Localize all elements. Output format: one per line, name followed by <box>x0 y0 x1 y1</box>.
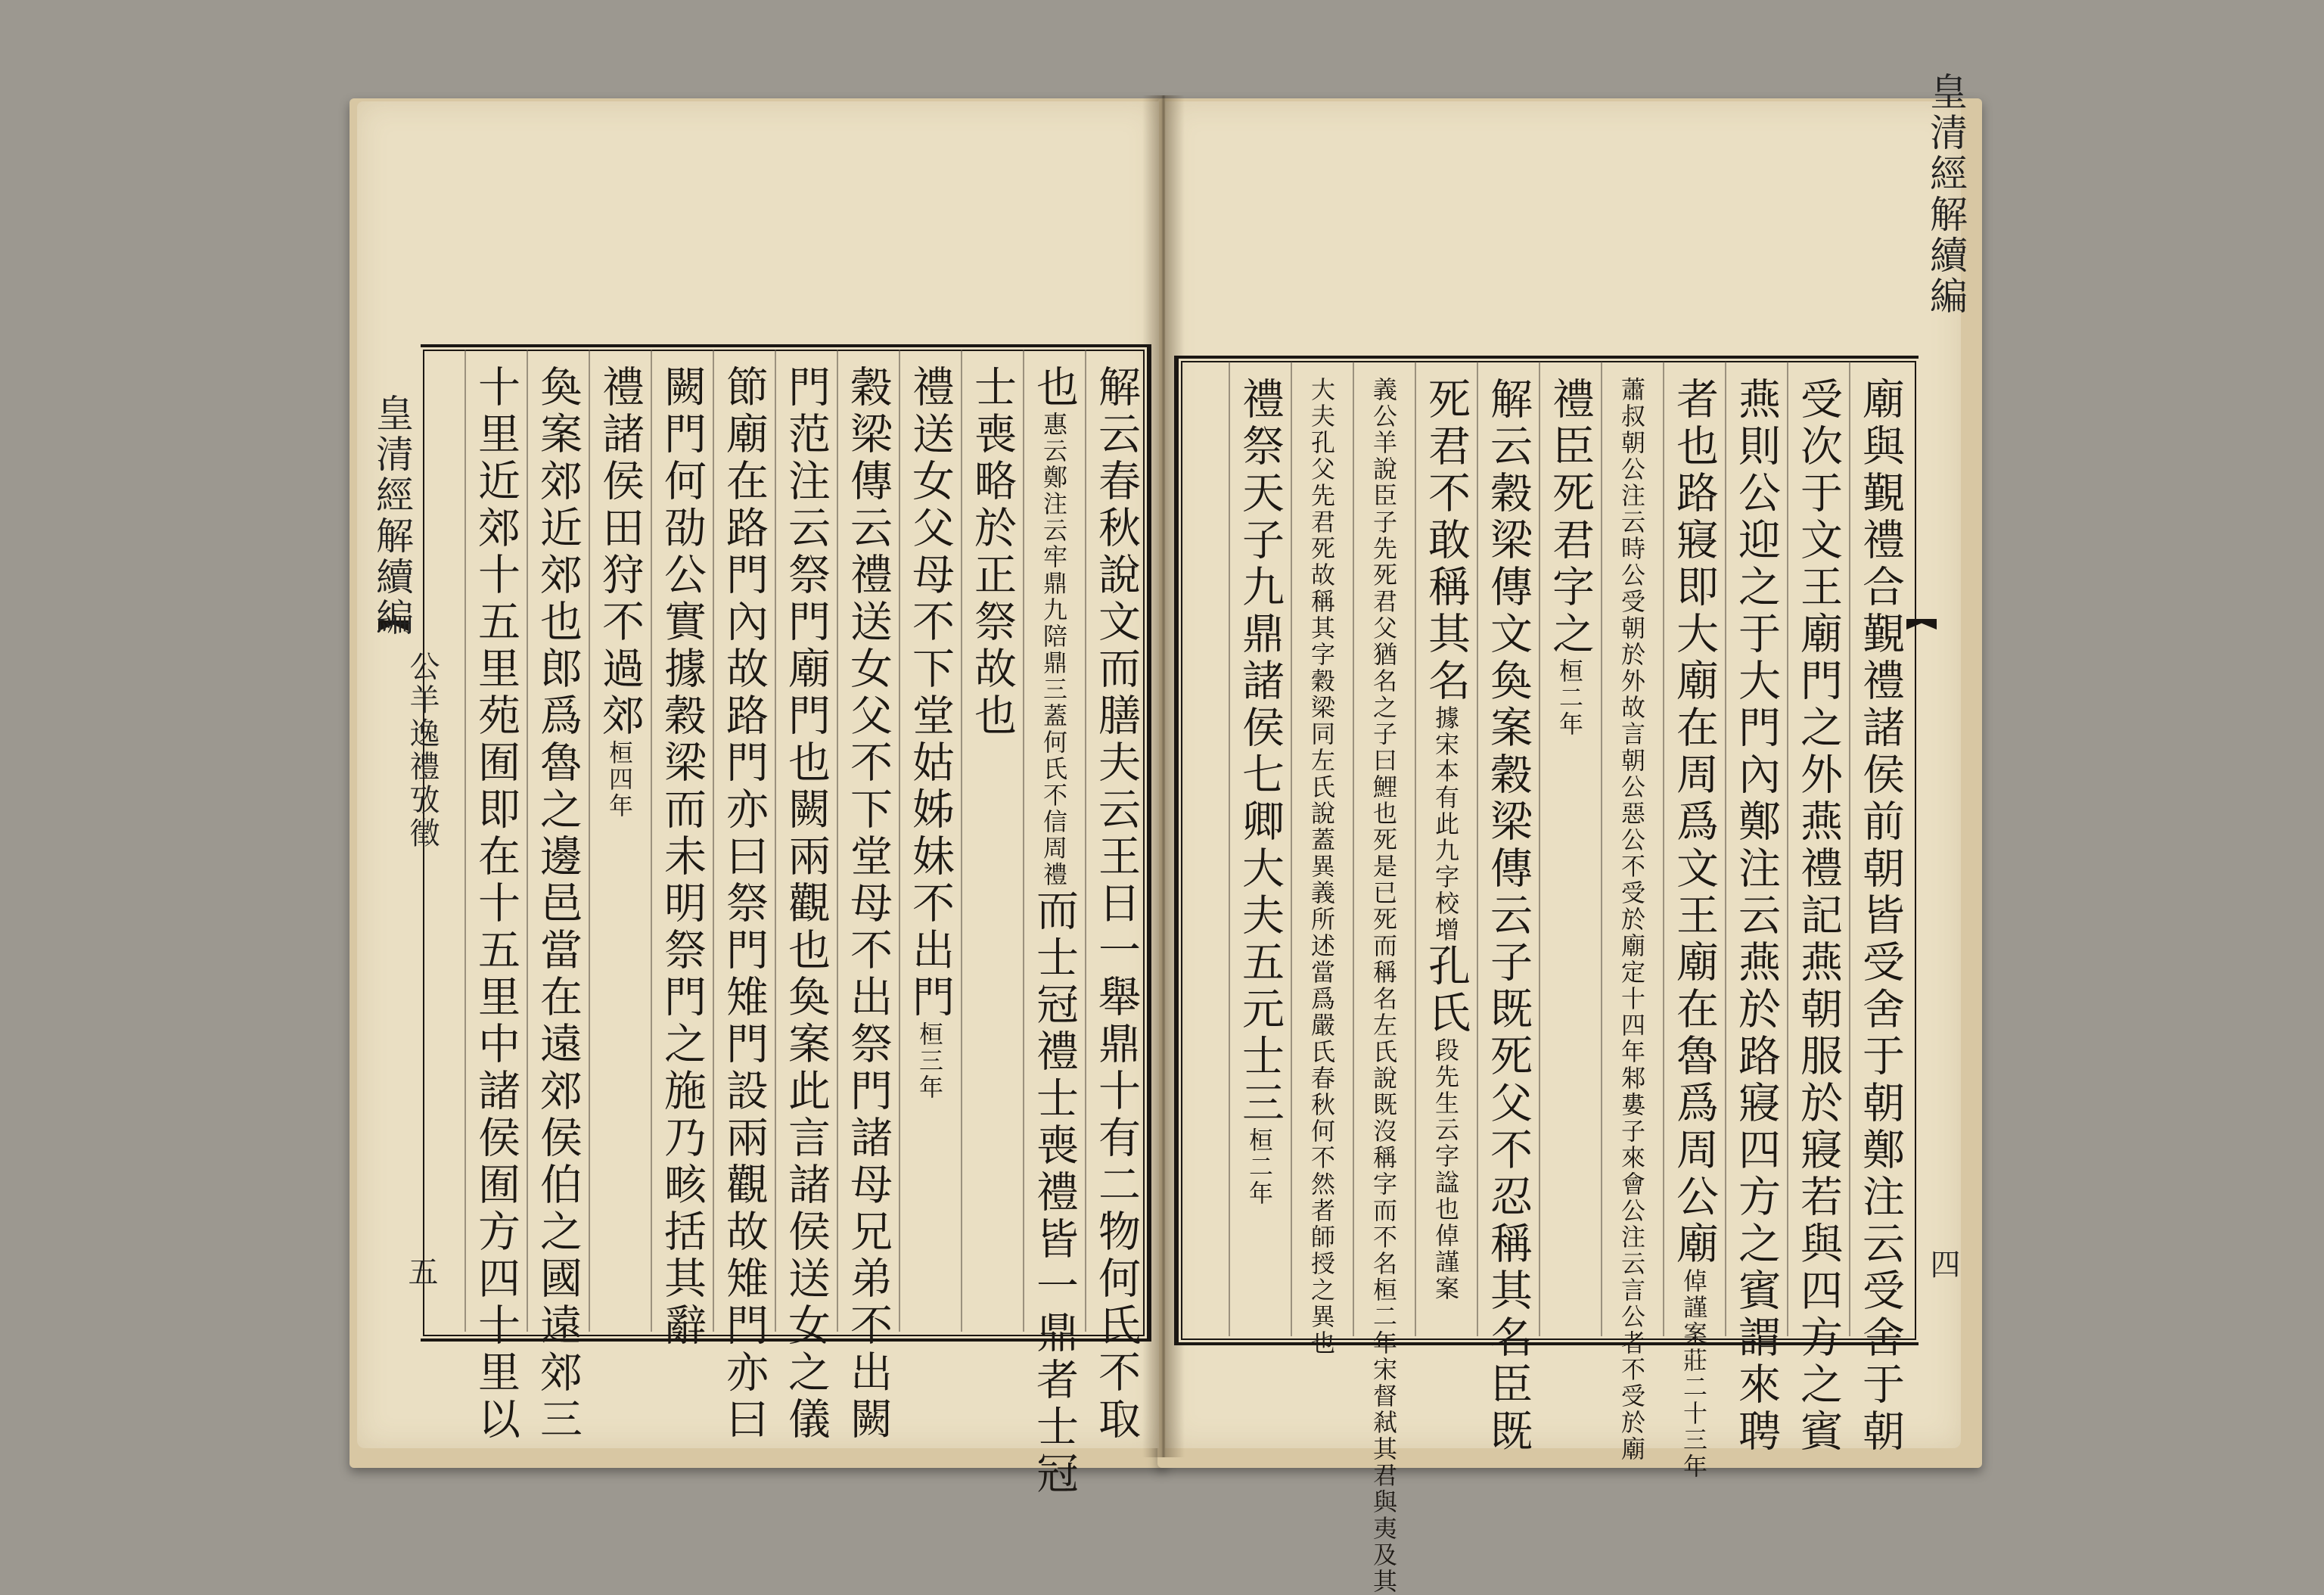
left-margin-subtitle: 公羊逸禮攷徵 <box>405 651 440 850</box>
left-column-text: 禮送女父母不下堂姑姊妹不出門 <box>906 365 955 1021</box>
left-column-text: 穀梁傳云禮送女父不下堂母不出祭門諸母兄弟不出闕 <box>844 365 893 1444</box>
right-column-rule <box>1229 362 1230 1336</box>
right-column-rule <box>1477 362 1478 1336</box>
right-column-annotation: 義公羊說臣子先死君父猶名之子曰鯉也死是已死而稱名左氏說既沒稱字而不名桓二年宋督弒其君與夷及其 <box>1369 377 1398 1595</box>
left-column-text: 門范注云祭門廟門也闕兩觀也奐案此言諸侯送女之儀 <box>781 365 831 1444</box>
right-column-text: 受次于文王廟門之外燕禮記燕朝服於寢若與四方之賓 <box>1794 377 1843 1456</box>
left-column-text: 十里近郊十五里苑囿即在十五里中諸侯囿方四十里以 <box>471 365 520 1444</box>
left-column-text: 節廟在路門內故路門亦曰祭門雉門設兩觀故雉門亦曰 <box>719 365 769 1444</box>
right-page-number: 四 <box>1925 1248 1960 1282</box>
left-page-number: 五 <box>403 1256 438 1289</box>
left-column-text: 解云春秋說文而膳夫云王日一舉鼎十有二物何氏不取 <box>1092 365 1141 1444</box>
right-column-text: 孔氏 <box>1421 944 1471 1037</box>
right-column-rule <box>1601 362 1602 1336</box>
right-column-rule <box>1415 362 1416 1336</box>
right-column-annotation: 桓二年 <box>1245 1127 1274 1207</box>
left-column-rule <box>527 350 528 1332</box>
left-column-text: 也 <box>1030 365 1079 412</box>
right-column-text: 死君不敢稱其名 <box>1421 377 1471 705</box>
left-column-text: 奐案郊近郊也郎爲魯之邊邑當在遠郊侯伯之國遠郊三 <box>533 365 583 1444</box>
right-column-rule <box>1663 362 1664 1336</box>
left-column-annotation: 桓四年 <box>605 740 634 819</box>
right-column-rule <box>1539 362 1540 1336</box>
right-column-text: 者也路寢即大廟在周爲文王廟在魯爲周公廟 <box>1670 377 1719 1268</box>
right-column-annotation: 大夫孔父先君死故稱其字穀梁同左氏說蓋異義所述當爲嚴氏春秋何不然者師授之異也 <box>1307 377 1336 1357</box>
left-column-rule <box>837 350 838 1332</box>
left-column-rule <box>464 350 466 1332</box>
left-column-rule <box>1023 350 1024 1332</box>
left-column-rule <box>899 350 900 1332</box>
right-column-rule <box>1291 362 1292 1336</box>
right-margin-title: 皇清經解續編 <box>1924 72 1968 317</box>
right-column-text: 禮祭天子九鼎諸侯七卿大夫五元士三 <box>1235 377 1285 1127</box>
right-column-text: 燕則公迎之于大門內鄭注云燕於路寢四方之賓謂來聘 <box>1732 377 1781 1456</box>
left-column-rule <box>589 350 590 1332</box>
left-column-annotation: 惠云鄭注云牢鼎九陪鼎三蓋何氏不信周禮 <box>1039 412 1068 888</box>
right-column-rule <box>1849 362 1850 1336</box>
right-column-text: 禮臣死君字之 <box>1546 377 1595 658</box>
left-column-text: 而士冠禮士喪禮皆一鼎者士冠 <box>1030 888 1079 1498</box>
right-column-annotation: 段先生云字諡也倬謹案 <box>1431 1037 1460 1302</box>
left-column-text: 士喪略於正祭故也 <box>968 365 1017 740</box>
right-column-text: 廟與覲禮合覲禮諸侯前朝皆受舍于朝鄭注云受舍于朝 <box>1856 377 1905 1456</box>
left-column-text: 禮諸侯田狩不過郊 <box>595 365 645 740</box>
right-column-annotation: 據宋本有此九字校增 <box>1431 705 1460 944</box>
right-column-text: 解云穀梁傳文奐案穀梁傳云子既死父不忍稱其名臣既 <box>1484 377 1533 1456</box>
left-column-text: 闕門何劭公實據穀梁而未明祭門之施乃畡括其辭 <box>657 365 707 1350</box>
right-column-annotation: 桓二年 <box>1555 658 1584 738</box>
right-column-annotation: 蕭叔朝公注云時公受朝於外故言朝公惡公不受於廟定十四年邾婁子來會公注云言公者不受於廟 <box>1617 377 1646 1463</box>
right-column-rule <box>1725 362 1726 1336</box>
left-column-rule <box>775 350 776 1332</box>
right-column-annotation: 倬謹案莊二十三年 <box>1679 1268 1708 1480</box>
left-column-annotation: 桓三年 <box>915 1021 944 1101</box>
right-column-rule <box>1353 362 1354 1336</box>
left-column-rule <box>651 350 652 1332</box>
left-column-rule <box>961 350 962 1332</box>
left-column-rule <box>713 350 714 1332</box>
left-column-rule <box>1085 350 1086 1332</box>
right-column-rule <box>1787 362 1788 1336</box>
left-margin-title: 皇清經解續編 <box>370 393 414 639</box>
